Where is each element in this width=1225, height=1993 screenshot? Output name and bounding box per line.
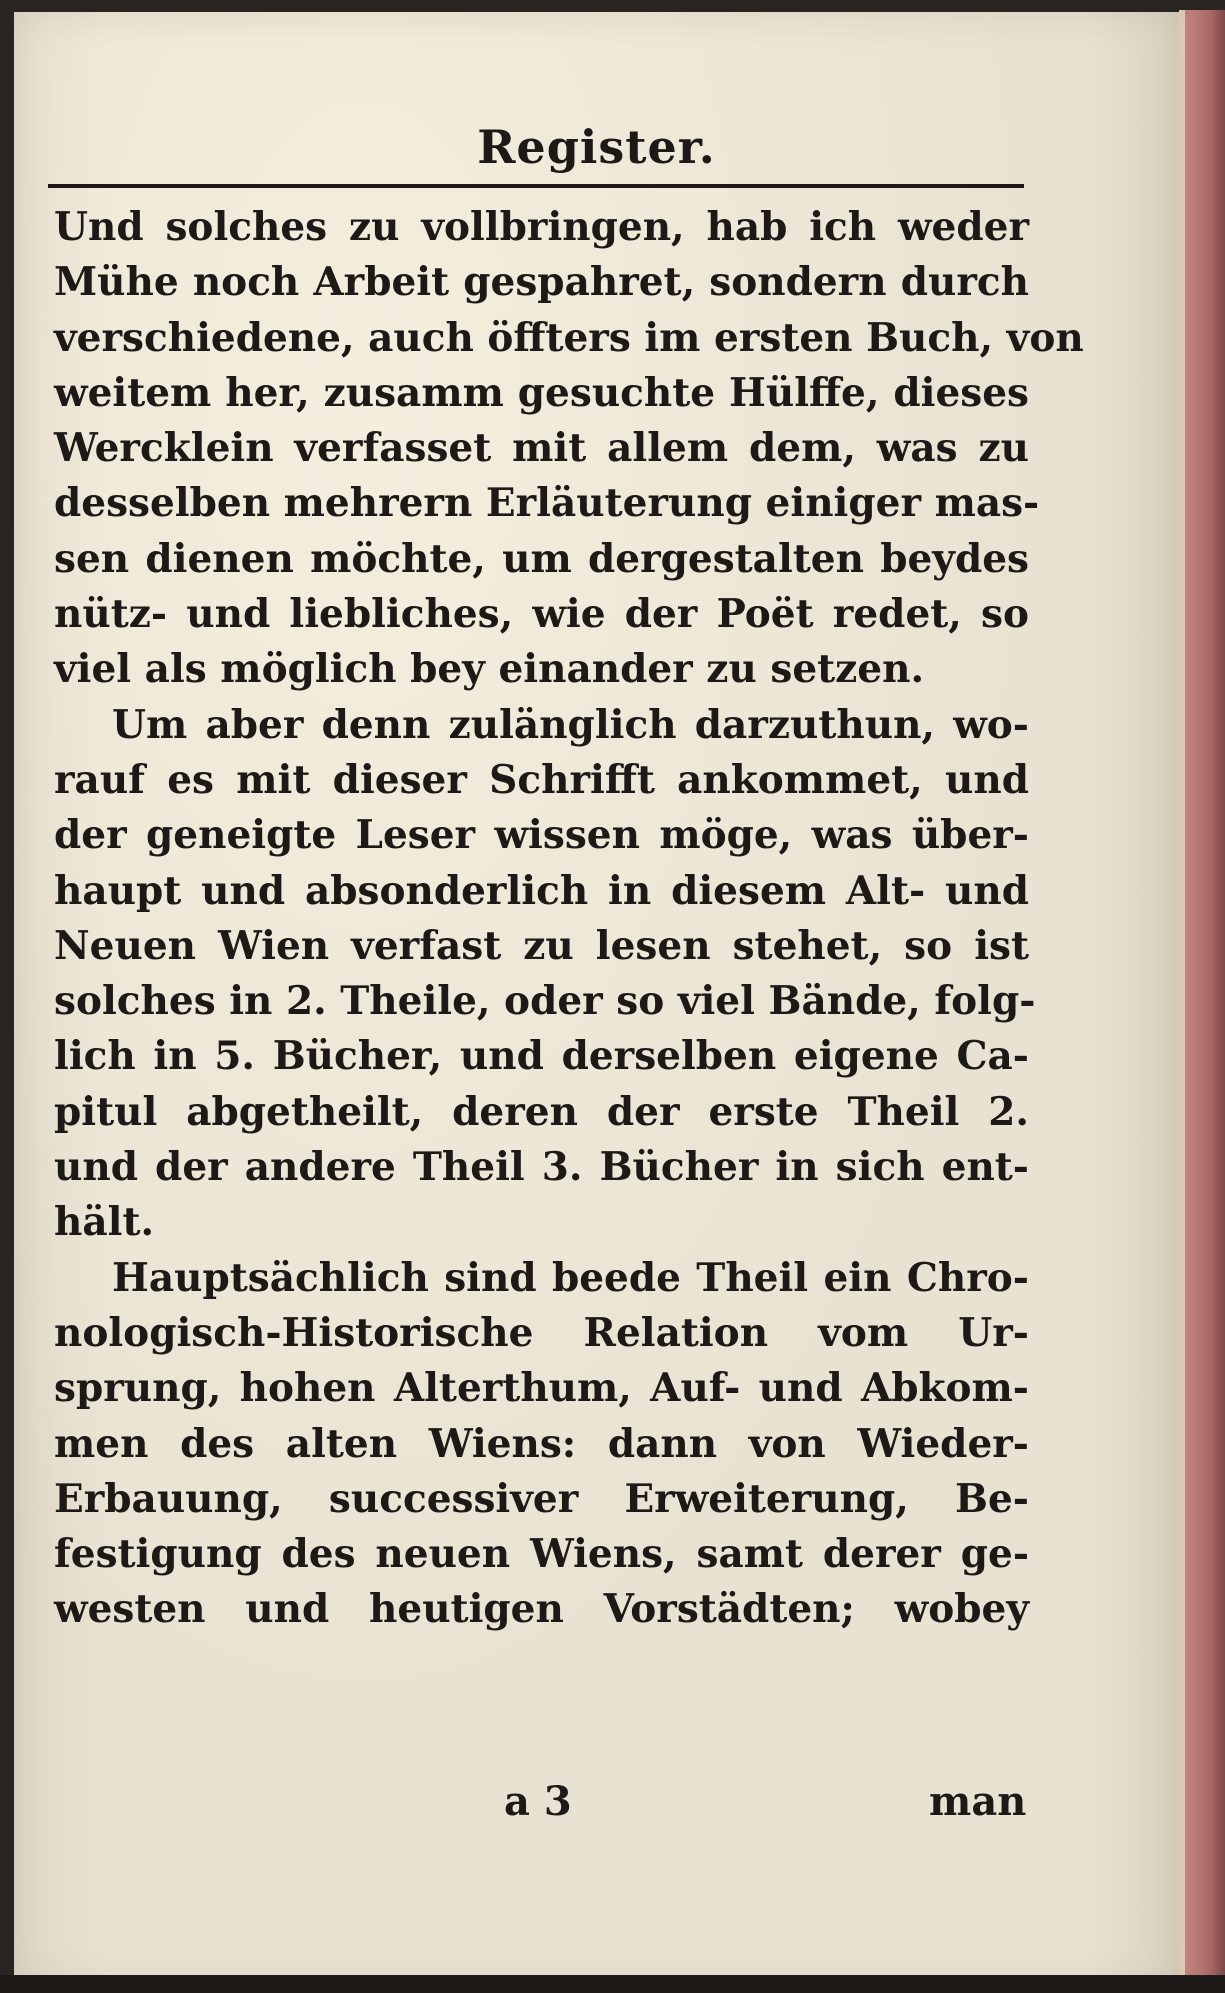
text-line: Wercklein verfasset mit allem dem, was zu [54,425,1029,472]
text-line: men des alten Wiens: dann von Wieder- [54,1420,1029,1467]
text-line: Mühe noch Arbeit gespahret, sondern durch [54,259,1029,306]
text-line: nütz- und liebliches, wie der Poët redet, so [54,591,1029,638]
text-line: lich in 5. Bücher, und derselben eigene Ca- [54,1033,1029,1080]
text-line: der geneigte Leser wissen möge, was über- [54,812,1029,859]
text-line: westen und heutigen Vorstädten; wobey [54,1586,1029,1633]
text-line: sprung, hohen Alterthum, Auf- und Abkom- [54,1365,1029,1412]
background-strip [0,1975,1225,1993]
text-line: und der andere Theil 3. Bücher in sich ent- [54,1144,1029,1191]
catchword: man [929,1778,1027,1825]
text-line: rauf es mit dieser Schrifft ankommet, und [54,756,1029,803]
text-line: verschiedene, auch öffters im ersten Buch, von [54,314,1084,361]
text-line: Hauptsächlich sind beede Theil ein Chro- [112,1254,1029,1301]
text-line: Und solches zu vollbringen, hab ich weder [54,204,1029,250]
text-line: weitem her, zusamm gesuchte Hülffe, dieses [54,369,1029,416]
page-edge [1179,10,1225,1993]
running-title: Register. [477,120,716,174]
text-line: haupt und absonderlich in diesem Alt- und [54,867,1029,914]
page-footer [14,1778,1179,1838]
text-line: solches in 2. Theile, oder so viel Bände, folg- [54,978,1036,1025]
text-line: festigung des neuen Wiens, samt derer ge- [54,1531,1029,1578]
header-rule [48,184,1024,188]
book-page [14,12,1179,1987]
text-line: Erbauung, successiver Erweiterung, Be- [54,1475,1029,1522]
text-line: Neuen Wien verfast zu lesen stehet, so ist [54,922,1029,969]
text-line: pitul abgetheilt, deren der erste Theil 2. [54,1088,1029,1135]
text-line: nologisch-Historische Relation vom Ur- [54,1309,1029,1356]
signature-mark: a 3 [504,1778,572,1825]
text-line: hält. [54,1199,155,1246]
text-line: Um aber denn zulänglich darzuthun, wo- [112,701,1029,748]
text-line: viel als möglich bey einander zu setzen. [54,646,925,693]
body-text [54,200,1084,1638]
text-line: desselben mehrern Erläuterung einiger mas- [54,480,1040,527]
text-line: sen dienen möchte, um dergestalten beydes [54,535,1029,582]
